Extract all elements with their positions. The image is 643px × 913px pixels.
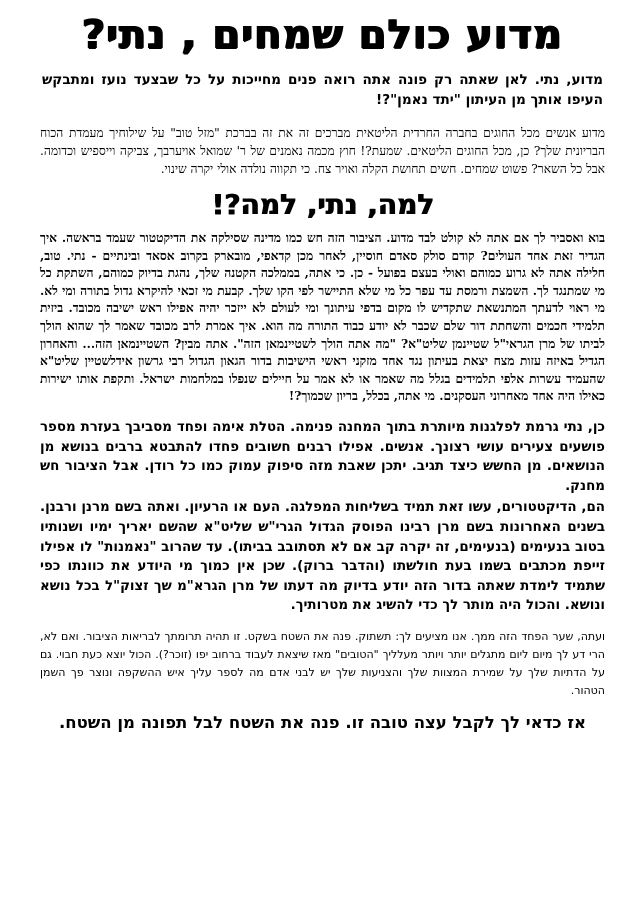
closing-line: אז כדאי לך לקבל עצה טובה זו. פנה את השטח לבל תפונה מן השטח. (58, 712, 587, 732)
section-subtitle: למה, נתי, למה?! (211, 188, 434, 221)
lead-paragraph: מדוע, נתי. לאן שאתה רק פונה אתה רואה פנים מחייכות על כל שבצעד נועז ומתבקש העיפו אותך מן העיתון "יתד נאמן"?! (42, 72, 603, 108)
body-paragraph-2: בוא ואסביר לך אם אתה לא קולט לבד מדוע. הציבור הזה חש כמו מדינה שסילקה את הדיקטטור שעמד בראשה. איך הגדיר זאת אחד העולים? קודם סולק סאדם חוסיין, לאחר מכן קדאפי, מובארק בקרוב אסאד ובינתיים - נתי. טוב, חלילה אתה לא גרוע כמוהם ואולי בעצם בפועל - כן. כי אתה, בממלכה הקטנה שלך, נהגת בדיוק כמוהם, השתקת כל מי שמתנגד לך. השמצת ורמסת עד עפר כל מי שלא התיישר לפי הקו שלך. קבעת מי זכאי להיקרא גדול בתורה ומי לא. מי ראוי לדעתך המתנשאת שתקדיש לו מקום בדפי עיתונך ומי לעולם לא ייזכר יהיה אפילו ראש ישיבה מכובד. ביזית תלמידי חכמים והשחתת דור שלם שכבר לא יודע כבוד התורה מה הוא. איך אמרת לרב מכובד שאמר לך שהוא הולך לביתו של מרן הגראי"ל שטיינמן שליט"א? "מה אתה הולך לשטיינמאן הזה". אתה מבין? השטיינמאן הזה... והאחרון הגדיל באיזה עזות מצח יצאת בעיתון נגד אחד מזקני ראשי הישיבות בדור הגאון הגדול רבי גרשון אידלשטיין שליט"א שהעמיד עשרות אלפי תלמידים בגלל מה שאמר או לא אמר על חיילים שנפלו במלחמות ישראל. ותקפת אותו ישירות כאילו היה אחד מאחרוני העסקנים. מי אתה, בכלל, בריון שכמוך?! (40, 231, 605, 404)
body-paragraph-4: הם, הדיקטטורים, עשו זאת תמיד בשליחות המפלגה. העם או הרעיון. ואתה בשם מרנן ורבנן. בשנים האחרונות בשם מרן רבינו הפוסק הגדול הגרי"ש שליט"א שהשם יאריך ימיו ושנותיו בטוב בנעימים (בנעימים, זה יקרה קב אם לא תסתובב בביתו). עד שהרוב "נאמנות" לו אפילו זייפת מכתבים בשמו בעת חולשתו (והדבר ברוק). שכן אין כמוך מי היודע את כוונתו כפי שתמיד לימדת שאתה בדור הזה יודע בדיוק מה דעתו של מרן הגרא"מ שך זצוק"ל בכל נושא ונושא. והכול היה מותר לך כדי להשיג את מטרותיך. (40, 500, 605, 614)
body-paragraph-1: מדוע אנשים מכל החוגים בחברה החרדית הליטאית מברכים זה את זה בברכת "מזל טוב" על שילוחיך מעמדת הכוח הבריונית שלך? כן, מכל החוגים הליטאים. שמעת?! חוץ מכמה נאמנים של ר' שמואל אויערבך, צביקה וייספיש וכדומה. אבל כל השאר? פשוט שמחים. חשים תחושת הקלה ואויר צח. כי תקווה נולדה אולי יקרה שינוי. (40, 126, 605, 176)
body-paragraph-5: ועתה, שער הפחד הזה ממך. אנו מציעים לך: תשתוק. פנה את השטח בשקט. זו תהיה תרומתך לבריאות הציבור. ואם לא, הרי דע לך מיום ליום מתגלים יותר ויותר מעלליך "הטובים" מאז שיצאת לעבוד ברחוב יפו (זוכר?). הכול יוצא כעת חבוי. גם על הדתיות שלך על שמירת המצוות שלך והצניעות שלך יש לבני אדם מה לספר עליך איש ההשקפה ונוצר פך השמן הטהור. (40, 629, 605, 697)
document-title: מדוע כולם שמחים , נתי? (82, 12, 563, 58)
body-paragraph-3: כן, נתי גרמת לפלגנות מיותרת בתוך המחנה פנימה. הטלת אימה ופחד מסביבך בעזרת מספר פושעים צעירים עושי רצונך. אנשים. אפילו רבנים חשובים פחדו להתבטא ברבים בנושא מן הנושאים. מן החשש כיצד תגיב. יתכן שאבת מזה סיפוק עמוק כמו כל רודן. אבל הציבור חש מחנק. (40, 419, 605, 494)
